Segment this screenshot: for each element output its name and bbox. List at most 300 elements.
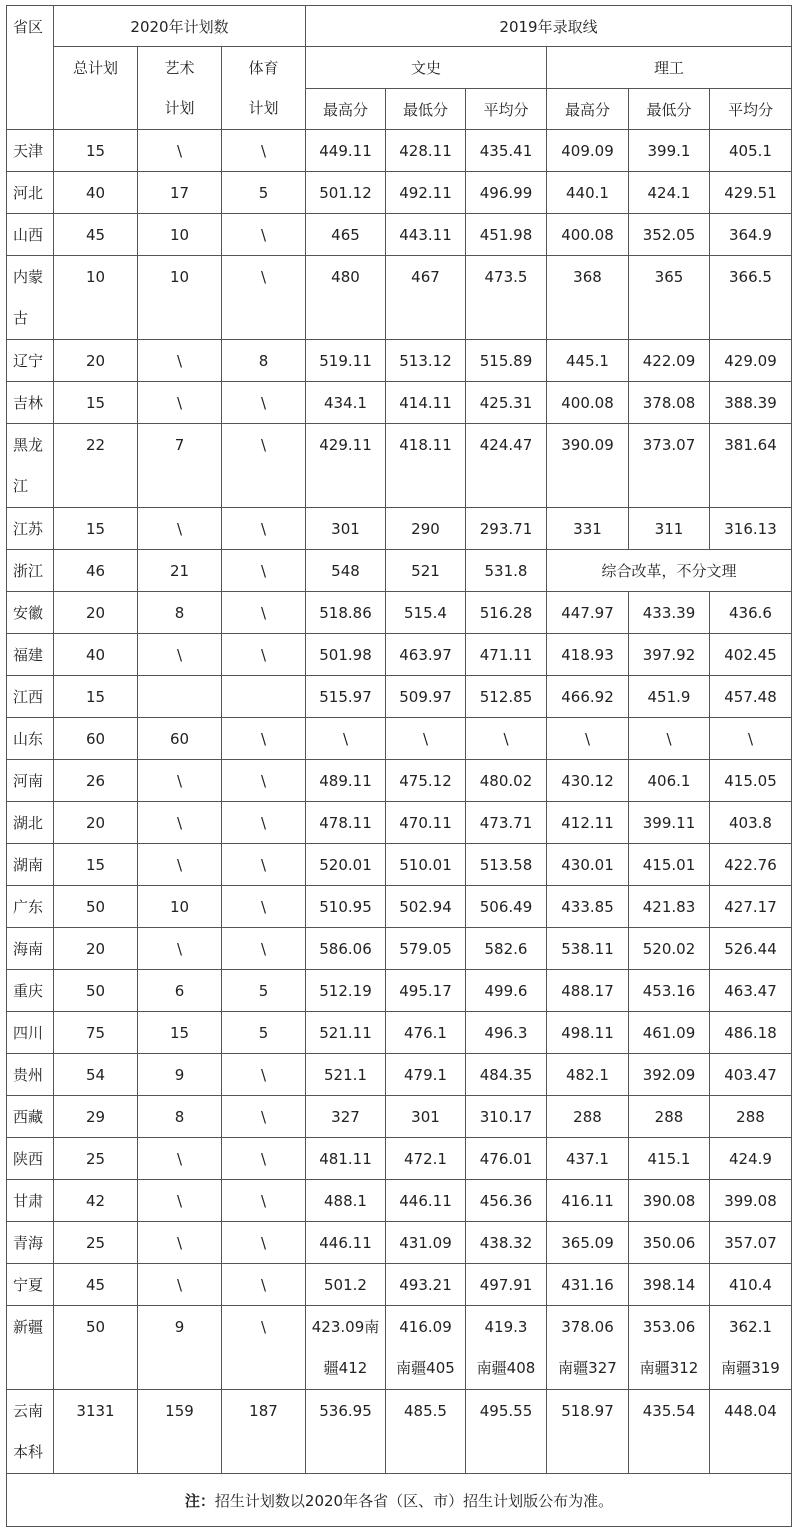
table-row — [7, 1138, 792, 1180]
value-cell: \ — [629, 718, 710, 760]
value-cell: 187 — [222, 1390, 306, 1474]
table-row — [7, 1222, 792, 1264]
value-cell: 513.58 — [466, 844, 547, 886]
value-cell: 40 — [54, 172, 138, 214]
value-cell: 15 — [54, 130, 138, 172]
value-cell: 473.5 — [466, 256, 547, 340]
value-cell: 6 — [138, 970, 222, 1012]
value-cell: \ — [222, 382, 306, 424]
value-cell: 15 — [54, 676, 138, 718]
province-cell: 青海 — [7, 1222, 54, 1264]
value-cell: 536.95 — [306, 1390, 386, 1474]
value-cell: 357.07 — [710, 1222, 792, 1264]
value-cell: 10 — [138, 214, 222, 256]
value-cell: 445.1 — [547, 340, 629, 382]
value-cell: \ — [138, 634, 222, 676]
value-cell: 29 — [54, 1096, 138, 1138]
value-cell: \ — [138, 130, 222, 172]
value-cell: 495.17 — [386, 970, 466, 1012]
value-cell: 421.83 — [629, 886, 710, 928]
value-cell: \ — [466, 718, 547, 760]
value-cell: 476.01 — [466, 1138, 547, 1180]
value-cell: \ — [222, 1222, 306, 1264]
value-cell: 10 — [54, 256, 138, 340]
science-header: 理工 — [547, 47, 792, 89]
value-cell: 471.11 — [466, 634, 547, 676]
table-row — [7, 1390, 792, 1474]
value-cell: 476.1 — [386, 1012, 466, 1054]
value-cell: 54 — [54, 1054, 138, 1096]
value-cell: 26 — [54, 760, 138, 802]
value-cell: 288 — [710, 1096, 792, 1138]
value-cell: 429.51 — [710, 172, 792, 214]
value-cell: 15 — [54, 844, 138, 886]
value-cell: 466.92 — [547, 676, 629, 718]
province-cell: 新疆 — [7, 1306, 54, 1390]
value-cell: 301 — [306, 508, 386, 550]
value-cell: 414.11 — [386, 382, 466, 424]
value-cell: 20 — [54, 928, 138, 970]
province-cell: 山东 — [7, 718, 54, 760]
value-cell: 378.06 南疆327 — [547, 1306, 629, 1390]
value-cell: 495.55 — [466, 1390, 547, 1474]
value-cell: 416.11 — [547, 1180, 629, 1222]
value-cell: 429.09 — [710, 340, 792, 382]
value-cell: 506.49 — [466, 886, 547, 928]
value-cell: 478.11 — [306, 802, 386, 844]
value-cell: 463.97 — [386, 634, 466, 676]
table-row — [7, 970, 792, 1012]
value-cell: 381.64 — [710, 424, 792, 508]
value-cell: 8 — [138, 592, 222, 634]
province-cell: 云南 本科 — [7, 1390, 54, 1474]
value-cell: 50 — [54, 970, 138, 1012]
value-cell: 484.35 — [466, 1054, 547, 1096]
value-cell: 489.11 — [306, 760, 386, 802]
value-cell: 311 — [629, 508, 710, 550]
value-cell: \ — [222, 592, 306, 634]
province-cell: 湖北 — [7, 802, 54, 844]
value-cell: 480.02 — [466, 760, 547, 802]
value-cell: \ — [138, 1138, 222, 1180]
value-cell: 402.45 — [710, 634, 792, 676]
province-cell: 吉林 — [7, 382, 54, 424]
value-cell: 399.11 — [629, 802, 710, 844]
footnote-label: 注： — [184, 1491, 215, 1510]
value-cell: \ — [222, 844, 306, 886]
value-cell: 20 — [54, 802, 138, 844]
table-row — [7, 1264, 792, 1306]
value-cell: 480 — [306, 256, 386, 340]
value-cell: 410.4 — [710, 1264, 792, 1306]
value-cell: \ — [138, 340, 222, 382]
province-cell: 江西 — [7, 676, 54, 718]
value-cell: 310.17 — [466, 1096, 547, 1138]
merged-note-cell: 综合改革，不分文理 — [547, 550, 792, 592]
value-cell: 406.1 — [629, 760, 710, 802]
total-plan-header: 总计划 — [54, 47, 138, 130]
value-cell: 15 — [54, 382, 138, 424]
value-cell: 512.19 — [306, 970, 386, 1012]
value-cell: 425.31 — [466, 382, 547, 424]
table-row — [7, 550, 792, 592]
value-cell: 446.11 — [306, 1222, 386, 1264]
arts-max-header: 最高分 — [306, 89, 386, 130]
province-cell: 广东 — [7, 886, 54, 928]
table-row — [7, 802, 792, 844]
province-cell: 内蒙 古 — [7, 256, 54, 340]
value-cell: 353.06 南疆312 — [629, 1306, 710, 1390]
value-cell: 451.98 — [466, 214, 547, 256]
value-cell: 467 — [386, 256, 466, 340]
value-cell: 515.89 — [466, 340, 547, 382]
footnote-text: 招生计划数以2020年各省（区、市）招生计划版公布为准。 — [214, 1491, 614, 1510]
value-cell: \ — [138, 508, 222, 550]
value-cell: 60 — [138, 718, 222, 760]
value-cell: \ — [222, 1180, 306, 1222]
value-cell: 366.5 — [710, 256, 792, 340]
value-cell: 586.06 — [306, 928, 386, 970]
table-row — [7, 718, 792, 760]
value-cell: 520.02 — [629, 928, 710, 970]
value-cell: 519.11 — [306, 340, 386, 382]
value-cell: \ — [138, 760, 222, 802]
value-cell: 493.21 — [386, 1264, 466, 1306]
value-cell: 398.14 — [629, 1264, 710, 1306]
value-cell: 431.09 — [386, 1222, 466, 1264]
value-cell: 509.97 — [386, 676, 466, 718]
value-cell: 470.11 — [386, 802, 466, 844]
value-cell: 316.13 — [710, 508, 792, 550]
value-cell: 350.06 — [629, 1222, 710, 1264]
province-cell: 陕西 — [7, 1138, 54, 1180]
table-row — [7, 1012, 792, 1054]
value-cell: 415.1 — [629, 1138, 710, 1180]
table-row — [7, 928, 792, 970]
value-cell: 434.1 — [306, 382, 386, 424]
value-cell — [138, 676, 222, 718]
value-cell: 486.18 — [710, 1012, 792, 1054]
value-cell: 373.07 — [629, 424, 710, 508]
value-cell: 327 — [306, 1096, 386, 1138]
value-cell: 449.11 — [306, 130, 386, 172]
value-cell: \ — [138, 382, 222, 424]
value-cell: \ — [222, 130, 306, 172]
value-cell: 25 — [54, 1222, 138, 1264]
value-cell: 520.01 — [306, 844, 386, 886]
value-cell: 461.09 — [629, 1012, 710, 1054]
value-cell: 481.11 — [306, 1138, 386, 1180]
province-cell: 天津 — [7, 130, 54, 172]
value-cell: 492.11 — [386, 172, 466, 214]
province-cell: 辽宁 — [7, 340, 54, 382]
table-row — [7, 676, 792, 718]
value-cell: 501.12 — [306, 172, 386, 214]
value-cell: 17 — [138, 172, 222, 214]
value-cell: 419.3 南疆408 — [466, 1306, 547, 1390]
value-cell: \ — [222, 1096, 306, 1138]
value-cell: 288 — [547, 1096, 629, 1138]
province-cell: 福建 — [7, 634, 54, 676]
table-row — [7, 1180, 792, 1222]
value-cell: 418.11 — [386, 424, 466, 508]
province-cell: 贵州 — [7, 1054, 54, 1096]
value-cell: \ — [222, 886, 306, 928]
value-cell: 378.08 — [629, 382, 710, 424]
value-cell: \ — [138, 928, 222, 970]
value-cell: 447.97 — [547, 592, 629, 634]
value-cell: 501.98 — [306, 634, 386, 676]
value-cell: 456.36 — [466, 1180, 547, 1222]
value-cell: \ — [222, 1264, 306, 1306]
value-cell: 582.6 — [466, 928, 547, 970]
value-cell: \ — [547, 718, 629, 760]
value-cell: 435.54 — [629, 1390, 710, 1474]
value-cell: 293.71 — [466, 508, 547, 550]
value-cell: 409.09 — [547, 130, 629, 172]
value-cell: 518.86 — [306, 592, 386, 634]
value-cell: 159 — [138, 1390, 222, 1474]
table-row — [7, 130, 792, 172]
value-cell: 526.44 — [710, 928, 792, 970]
value-cell: 499.6 — [466, 970, 547, 1012]
province-cell: 海南 — [7, 928, 54, 970]
sport-plan-header: 体育 计划 — [222, 47, 306, 130]
value-cell: 9 — [138, 1054, 222, 1096]
value-cell: \ — [222, 214, 306, 256]
value-cell: 9 — [138, 1306, 222, 1390]
line-group-header: 2019年录取线 — [306, 6, 792, 47]
value-cell: \ — [306, 718, 386, 760]
value-cell: 496.99 — [466, 172, 547, 214]
value-cell: 390.08 — [629, 1180, 710, 1222]
value-cell: \ — [138, 1180, 222, 1222]
value-cell: 22 — [54, 424, 138, 508]
value-cell: 423.09南 疆412 — [306, 1306, 386, 1390]
value-cell: 448.04 — [710, 1390, 792, 1474]
value-cell: 390.09 — [547, 424, 629, 508]
value-cell: 472.1 — [386, 1138, 466, 1180]
value-cell: 42 — [54, 1180, 138, 1222]
value-cell: 463.47 — [710, 970, 792, 1012]
province-cell: 黑龙 江 — [7, 424, 54, 508]
value-cell: 20 — [54, 592, 138, 634]
value-cell: 10 — [138, 886, 222, 928]
table-row — [7, 1096, 792, 1138]
value-cell: 424.9 — [710, 1138, 792, 1180]
value-cell: 579.05 — [386, 928, 466, 970]
table-row — [7, 760, 792, 802]
value-cell: \ — [222, 256, 306, 340]
table-row — [7, 844, 792, 886]
value-cell: 415.05 — [710, 760, 792, 802]
value-cell: 436.6 — [710, 592, 792, 634]
science-avg-header: 平均分 — [710, 89, 792, 130]
value-cell: \ — [710, 718, 792, 760]
value-cell: 5 — [222, 970, 306, 1012]
value-cell: 457.48 — [710, 676, 792, 718]
value-cell: 437.1 — [547, 1138, 629, 1180]
province-cell: 湖南 — [7, 844, 54, 886]
value-cell: 3131 — [54, 1390, 138, 1474]
table-row — [7, 1054, 792, 1096]
value-cell: 365 — [629, 256, 710, 340]
value-cell: 428.11 — [386, 130, 466, 172]
province-cell: 宁夏 — [7, 1264, 54, 1306]
value-cell: 400.08 — [547, 382, 629, 424]
value-cell: 496.3 — [466, 1012, 547, 1054]
science-min-header: 最低分 — [629, 89, 710, 130]
province-cell: 江苏 — [7, 508, 54, 550]
value-cell: \ — [222, 550, 306, 592]
value-cell: 453.16 — [629, 970, 710, 1012]
value-cell: \ — [222, 928, 306, 970]
value-cell: 465 — [306, 214, 386, 256]
value-cell: 290 — [386, 508, 466, 550]
value-cell: 510.95 — [306, 886, 386, 928]
value-cell: 422.09 — [629, 340, 710, 382]
value-cell: \ — [222, 760, 306, 802]
value-cell: 5 — [222, 172, 306, 214]
value-cell: 40 — [54, 634, 138, 676]
province-cell: 河北 — [7, 172, 54, 214]
value-cell: 446.11 — [386, 1180, 466, 1222]
value-cell: 365.09 — [547, 1222, 629, 1264]
value-cell: 438.32 — [466, 1222, 547, 1264]
value-cell: 60 — [54, 718, 138, 760]
value-cell: 397.92 — [629, 634, 710, 676]
arts-min-header: 最低分 — [386, 89, 466, 130]
value-cell: 400.08 — [547, 214, 629, 256]
value-cell: 424.1 — [629, 172, 710, 214]
admission-table — [6, 5, 792, 1527]
province-header: 省区 — [7, 6, 54, 130]
value-cell: \ — [138, 1222, 222, 1264]
value-cell: 392.09 — [629, 1054, 710, 1096]
value-cell: \ — [222, 1054, 306, 1096]
value-cell: 5 — [222, 1012, 306, 1054]
value-cell: 510.01 — [386, 844, 466, 886]
value-cell: \ — [222, 1138, 306, 1180]
value-cell: 515.4 — [386, 592, 466, 634]
value-cell: 50 — [54, 886, 138, 928]
value-cell: 15 — [138, 1012, 222, 1054]
value-cell: 443.11 — [386, 214, 466, 256]
value-cell: 430.01 — [547, 844, 629, 886]
value-cell: 403.8 — [710, 802, 792, 844]
value-cell: 515.97 — [306, 676, 386, 718]
value-cell: 415.01 — [629, 844, 710, 886]
value-cell: 50 — [54, 1306, 138, 1390]
value-cell: 422.76 — [710, 844, 792, 886]
value-cell: \ — [222, 802, 306, 844]
value-cell: 498.11 — [547, 1012, 629, 1054]
value-cell: 15 — [54, 508, 138, 550]
value-cell: 521 — [386, 550, 466, 592]
value-cell: \ — [222, 634, 306, 676]
value-cell: \ — [222, 424, 306, 508]
value-cell: 548 — [306, 550, 386, 592]
value-cell: 497.91 — [466, 1264, 547, 1306]
table-row — [7, 340, 792, 382]
value-cell: 451.9 — [629, 676, 710, 718]
value-cell: 538.11 — [547, 928, 629, 970]
value-cell: 331 — [547, 508, 629, 550]
table-row — [7, 424, 792, 508]
arts-header: 文史 — [306, 47, 547, 89]
value-cell: 25 — [54, 1138, 138, 1180]
value-cell: \ — [138, 802, 222, 844]
value-cell: 473.71 — [466, 802, 547, 844]
value-cell: 418.93 — [547, 634, 629, 676]
value-cell: 518.97 — [547, 1390, 629, 1474]
value-cell: 8 — [222, 340, 306, 382]
province-cell: 山西 — [7, 214, 54, 256]
table-row — [7, 1306, 792, 1390]
value-cell: 501.2 — [306, 1264, 386, 1306]
science-max-header: 最高分 — [547, 89, 629, 130]
value-cell — [222, 676, 306, 718]
table-row — [7, 592, 792, 634]
value-cell: 45 — [54, 1264, 138, 1306]
value-cell: 433.85 — [547, 886, 629, 928]
value-cell: 475.12 — [386, 760, 466, 802]
value-cell: 21 — [138, 550, 222, 592]
value-cell: \ — [138, 844, 222, 886]
value-cell: 431.16 — [547, 1264, 629, 1306]
value-cell: 412.11 — [547, 802, 629, 844]
table-row — [7, 508, 792, 550]
value-cell: 352.05 — [629, 214, 710, 256]
value-cell: 8 — [138, 1096, 222, 1138]
value-cell: 435.41 — [466, 130, 547, 172]
value-cell: 7 — [138, 424, 222, 508]
value-cell: 45 — [54, 214, 138, 256]
value-cell: 531.8 — [466, 550, 547, 592]
value-cell: 75 — [54, 1012, 138, 1054]
value-cell: \ — [386, 718, 466, 760]
value-cell: 403.47 — [710, 1054, 792, 1096]
value-cell: 430.12 — [547, 760, 629, 802]
value-cell: 488.1 — [306, 1180, 386, 1222]
value-cell: 46 — [54, 550, 138, 592]
value-cell: 424.47 — [466, 424, 547, 508]
value-cell: \ — [222, 1306, 306, 1390]
province-cell: 甘肃 — [7, 1180, 54, 1222]
value-cell: 20 — [54, 340, 138, 382]
footnote — [7, 1474, 792, 1527]
value-cell: 521.11 — [306, 1012, 386, 1054]
value-cell: 427.17 — [710, 886, 792, 928]
value-cell: 482.1 — [547, 1054, 629, 1096]
province-cell: 重庆 — [7, 970, 54, 1012]
value-cell: 416.09 南疆405 — [386, 1306, 466, 1390]
table-row — [7, 214, 792, 256]
value-cell: 479.1 — [386, 1054, 466, 1096]
plan-group-header: 2020年计划数 — [54, 6, 306, 47]
value-cell: 301 — [386, 1096, 466, 1138]
table-row — [7, 172, 792, 214]
value-cell: 512.85 — [466, 676, 547, 718]
value-cell: 10 — [138, 256, 222, 340]
value-cell: 368 — [547, 256, 629, 340]
value-cell: 488.17 — [547, 970, 629, 1012]
value-cell: \ — [222, 508, 306, 550]
value-cell: 405.1 — [710, 130, 792, 172]
value-cell: \ — [222, 718, 306, 760]
table-row — [7, 382, 792, 424]
value-cell: 516.28 — [466, 592, 547, 634]
